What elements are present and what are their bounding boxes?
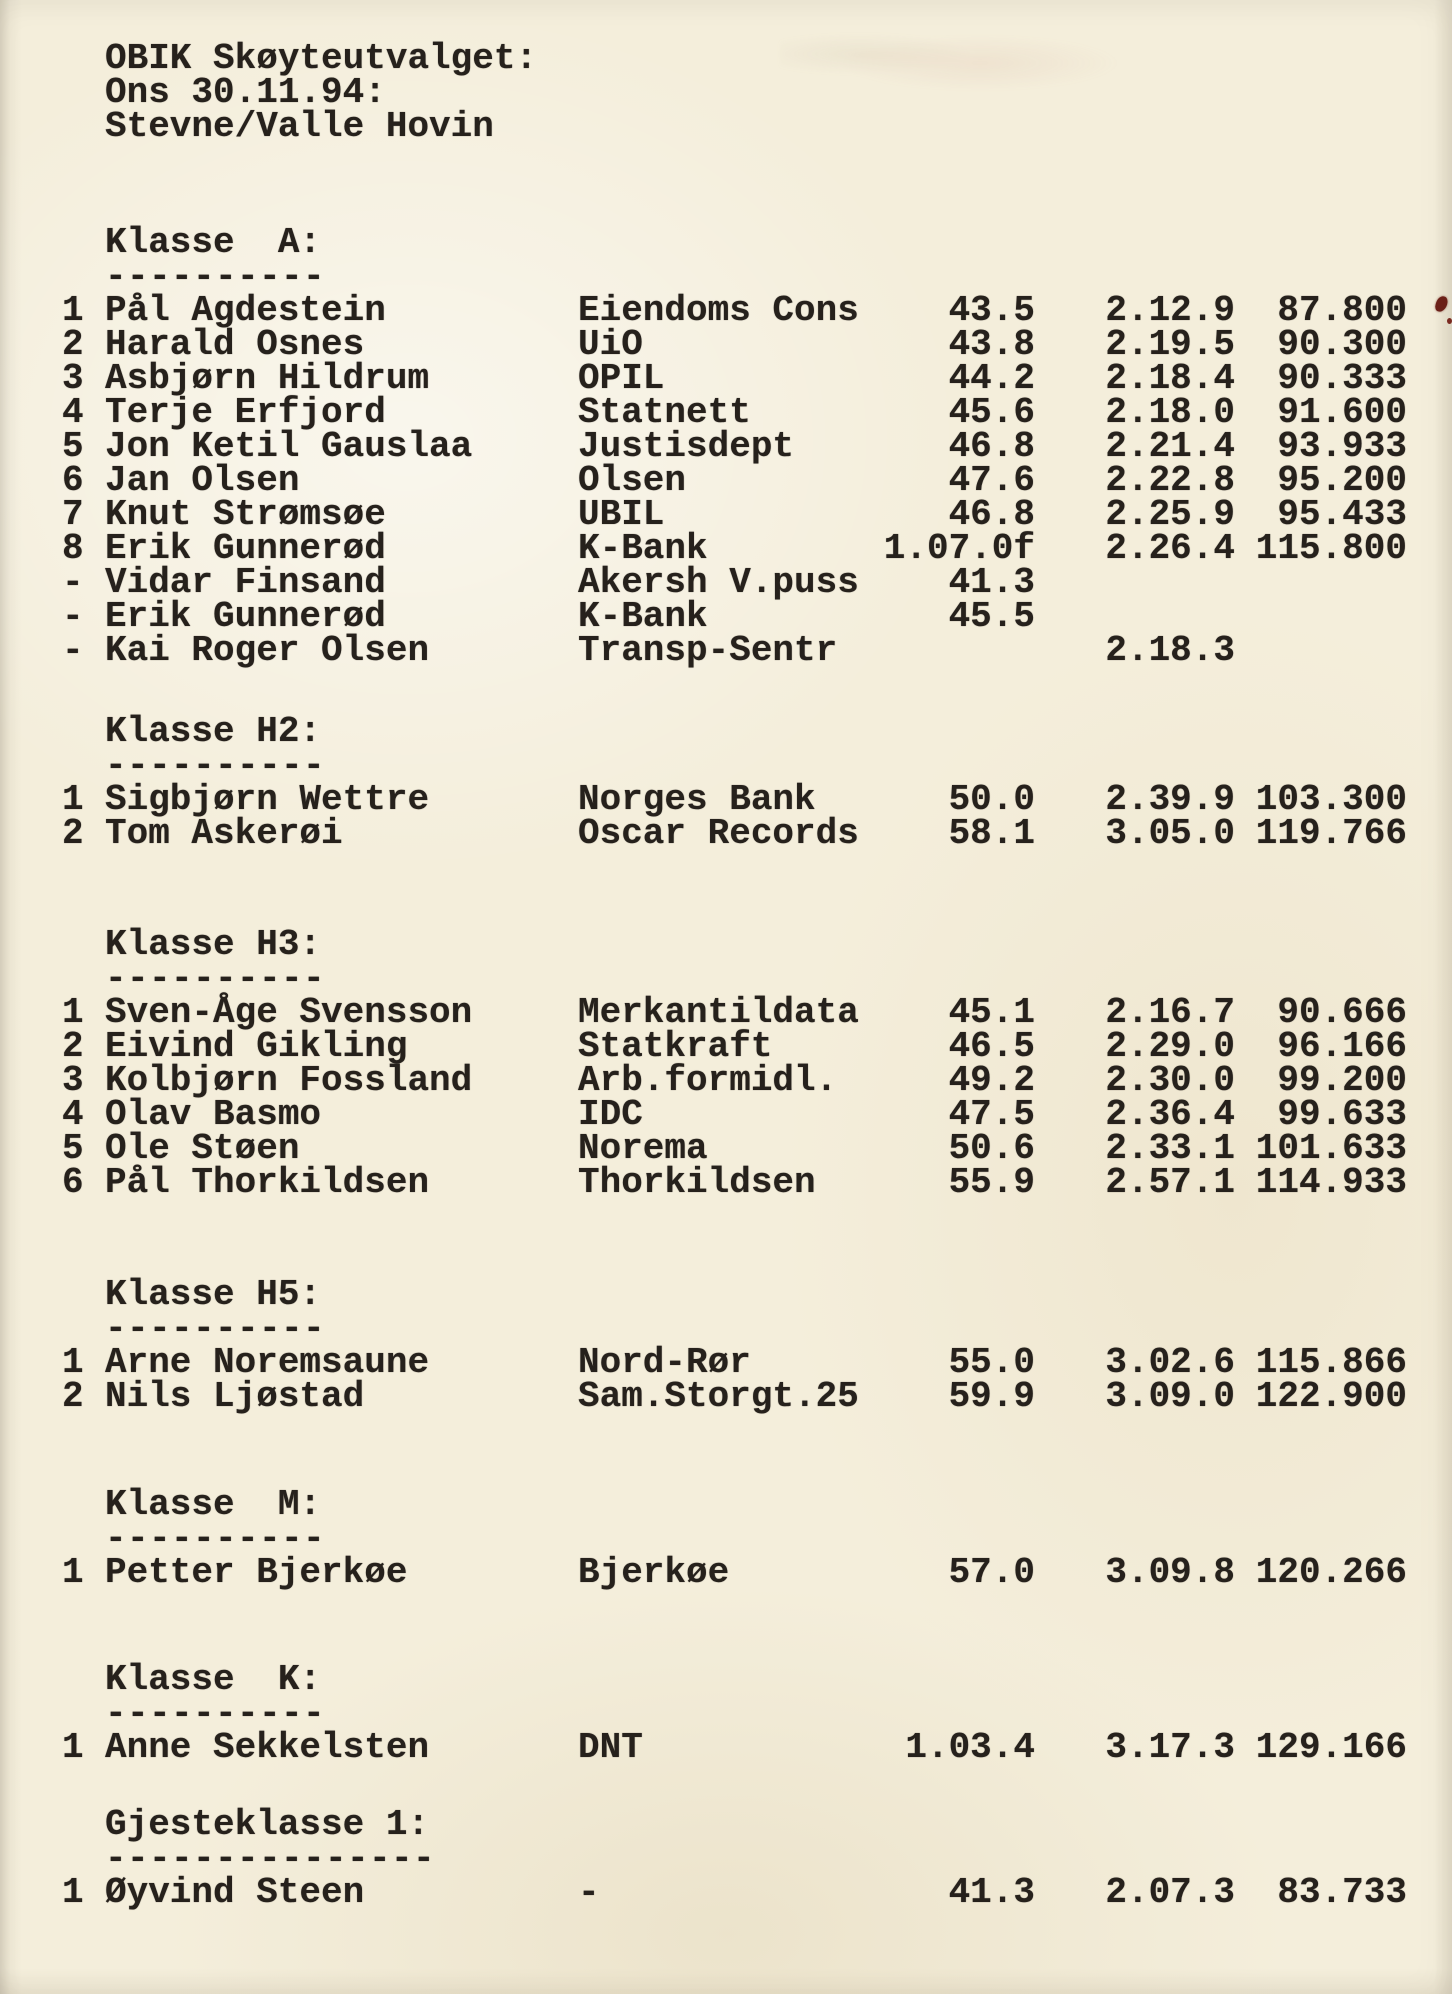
time-500m-cell: 46.8 [948, 494, 1035, 535]
rank-cell: - [62, 562, 84, 603]
rank-cell: - [62, 630, 84, 671]
section-title: Klasse H2: [105, 711, 322, 752]
time-500m-cell: 45.1 [948, 992, 1035, 1033]
header-date-line: Ons 30.11.94: [105, 72, 386, 113]
name-cell: Vidar Finsand [105, 562, 386, 603]
club-cell: Bjerkøe [578, 1552, 730, 1593]
name-cell: Harald Osnes [105, 324, 365, 365]
name-cell: Kai Roger Olsen [105, 630, 430, 671]
time-500m-cell: 44.2 [948, 358, 1035, 399]
section-rows [0, 992, 1452, 1203]
result-row [0, 813, 1452, 854]
club-cell: DNT [578, 1727, 643, 1768]
ink-bleed-smudge [780, 18, 1180, 108]
section-underline: ---------- [105, 1308, 326, 1349]
points-cell: 115.800 [1255, 528, 1407, 569]
club-cell: K-Bank [578, 596, 708, 637]
time-1500m-cell: 2.07.3 [1105, 1872, 1235, 1913]
time-1500m-cell: 3.17.3 [1105, 1727, 1235, 1768]
result-row [0, 1727, 1452, 1768]
points-cell: 119.766 [1255, 813, 1407, 854]
points-cell: 87.800 [1277, 290, 1407, 331]
rank-cell: 1 [62, 1727, 84, 1768]
time-500m-cell: 1.07.0f [883, 528, 1035, 569]
result-row [0, 528, 1452, 569]
time-1500m-cell: 2.33.1 [1105, 1128, 1235, 1169]
section-title: Klasse K: [105, 1659, 322, 1700]
points-cell: 90.666 [1277, 992, 1407, 1033]
time-1500m-cell: 2.26.4 [1105, 528, 1235, 569]
club-cell: UBIL [578, 494, 665, 535]
points-cell: 90.333 [1277, 358, 1407, 399]
name-cell: Erik Gunnerød [105, 528, 386, 569]
rank-cell: - [62, 596, 84, 637]
points-cell: 96.166 [1277, 1026, 1407, 1067]
rank-cell: 2 [62, 813, 84, 854]
name-cell: Knut Strømsøe [105, 494, 386, 535]
name-cell: Anne Sekkelsten [105, 1727, 430, 1768]
result-row [0, 426, 1452, 467]
rank-cell: 5 [62, 426, 84, 467]
time-1500m-cell: 2.18.3 [1105, 630, 1235, 671]
name-cell: Olav Basmo [105, 1094, 322, 1135]
section-underline: ---------- [105, 745, 326, 786]
rank-cell: 4 [62, 1094, 84, 1135]
time-1500m-cell: 3.09.8 [1105, 1552, 1235, 1593]
club-cell: Thorkildsen [578, 1162, 816, 1203]
time-500m-cell: 41.3 [948, 1872, 1035, 1913]
points-cell: 122.900 [1255, 1376, 1407, 1417]
result-row [0, 1162, 1452, 1203]
points-cell: 90.300 [1277, 324, 1407, 365]
time-500m-cell: 46.8 [948, 426, 1035, 467]
rank-cell: 1 [62, 992, 84, 1033]
points-cell: 99.200 [1277, 1060, 1407, 1101]
result-row [0, 779, 1452, 820]
result-row [0, 992, 1452, 1033]
club-cell: K-Bank [578, 528, 708, 569]
rank-cell: 2 [62, 1026, 84, 1067]
time-1500m-cell: 2.18.4 [1105, 358, 1235, 399]
points-cell: 99.633 [1277, 1094, 1407, 1135]
section-rows [0, 1872, 1452, 1913]
rank-cell: 6 [62, 1162, 84, 1203]
time-500m-cell: 43.8 [948, 324, 1035, 365]
result-row [0, 630, 1452, 671]
time-500m-cell: 59.9 [948, 1376, 1035, 1417]
points-cell: 91.600 [1277, 392, 1407, 433]
club-cell: Nord-Rør [578, 1342, 751, 1383]
rank-cell: 3 [62, 358, 84, 399]
section-title: Gjesteklasse 1: [105, 1804, 430, 1845]
name-cell: Erik Gunnerød [105, 596, 386, 637]
section-underline: ---------- [105, 958, 326, 999]
result-row [0, 1094, 1452, 1135]
result-row [0, 1552, 1452, 1593]
rank-cell: 3 [62, 1060, 84, 1101]
name-cell: Terje Erfjord [105, 392, 386, 433]
club-cell: Olsen [578, 460, 687, 501]
rank-cell: 1 [62, 779, 84, 820]
result-row [0, 562, 1452, 603]
time-1500m-cell: 3.09.0 [1105, 1376, 1235, 1417]
points-cell: 101.633 [1255, 1128, 1407, 1169]
points-cell: 95.433 [1277, 494, 1407, 535]
club-cell: Akersh V.puss [578, 562, 859, 603]
time-1500m-cell: 2.29.0 [1105, 1026, 1235, 1067]
document-header [105, 38, 538, 147]
result-row [0, 1376, 1452, 1417]
time-1500m-cell: 3.05.0 [1105, 813, 1235, 854]
section-underline: ---------- [105, 1693, 326, 1734]
time-1500m-cell: 2.18.0 [1105, 392, 1235, 433]
club-cell: Sam.Storgt.25 [578, 1376, 859, 1417]
rank-cell: 7 [62, 494, 84, 535]
club-cell: IDC [578, 1094, 643, 1135]
time-500m-cell: 50.0 [948, 779, 1035, 820]
name-cell: Tom Askerøi [105, 813, 343, 854]
name-cell: Ole Støen [105, 1128, 300, 1169]
time-500m-cell: 50.6 [948, 1128, 1035, 1169]
club-cell: UiO [578, 324, 643, 365]
time-500m-cell: 43.5 [948, 290, 1035, 331]
result-row [0, 290, 1452, 331]
name-cell: Sigbjørn Wettre [105, 779, 430, 820]
time-1500m-cell: 2.36.4 [1105, 1094, 1235, 1135]
result-row [0, 494, 1452, 535]
club-cell: Statkraft [578, 1026, 773, 1067]
rank-cell: 1 [62, 1342, 84, 1383]
time-1500m-cell: 2.57.1 [1105, 1162, 1235, 1203]
club-cell: Merkantildata [578, 992, 859, 1033]
rank-cell: 5 [62, 1128, 84, 1169]
name-cell: Nils Ljøstad [105, 1376, 365, 1417]
section-title: Klasse H5: [105, 1274, 322, 1315]
name-cell: Arne Noremsaune [105, 1342, 430, 1383]
result-row [0, 1872, 1452, 1913]
section-rows [0, 1552, 1452, 1593]
result-row [0, 1128, 1452, 1169]
time-1500m-cell: 2.25.9 [1105, 494, 1235, 535]
section-rows [0, 1342, 1452, 1417]
time-500m-cell: 1.03.4 [905, 1727, 1035, 1768]
section-title: Klasse H3: [105, 924, 322, 965]
club-cell: Eiendoms Cons [578, 290, 859, 331]
result-row [0, 596, 1452, 637]
section-underline: --------------- [105, 1838, 436, 1879]
rank-cell: 6 [62, 460, 84, 501]
points-cell: 115.866 [1255, 1342, 1407, 1383]
section-rows [0, 779, 1452, 854]
header-org-line: OBIK Skøyteutvalget: [105, 38, 538, 79]
time-1500m-cell: 3.02.6 [1105, 1342, 1235, 1383]
result-row [0, 1060, 1452, 1101]
time-500m-cell: 55.0 [948, 1342, 1035, 1383]
club-cell: Arb.formidl. [578, 1060, 838, 1101]
points-cell: 114.933 [1255, 1162, 1407, 1203]
rank-cell: 1 [62, 1872, 84, 1913]
name-cell: Øyvind Steen [105, 1872, 365, 1913]
time-500m-cell: 58.1 [948, 813, 1035, 854]
time-500m-cell: 45.6 [948, 392, 1035, 433]
time-500m-cell: 57.0 [948, 1552, 1035, 1593]
name-cell: Pål Thorkildsen [105, 1162, 430, 1203]
club-cell: Oscar Records [578, 813, 859, 854]
rank-cell: 2 [62, 1376, 84, 1417]
club-cell: Norema [578, 1128, 708, 1169]
section-underline: ---------- [105, 256, 326, 297]
header-venue-line: Stevne/Valle Hovin [105, 106, 494, 147]
points-cell: 95.200 [1277, 460, 1407, 501]
time-500m-cell: 41.3 [948, 562, 1035, 603]
points-cell: 103.300 [1255, 779, 1407, 820]
name-cell: Petter Bjerkøe [105, 1552, 408, 1593]
rank-cell: 1 [62, 1552, 84, 1593]
points-cell: 120.266 [1255, 1552, 1407, 1593]
result-row [0, 358, 1452, 399]
club-cell: - [578, 1872, 600, 1913]
time-500m-cell: 55.9 [948, 1162, 1035, 1203]
time-500m-cell: 47.5 [948, 1094, 1035, 1135]
name-cell: Jon Ketil Gauslaa [105, 426, 473, 467]
section-rows [0, 290, 1452, 671]
time-500m-cell: 45.5 [948, 596, 1035, 637]
points-cell: 93.933 [1277, 426, 1407, 467]
name-cell: Eivind Gikling [105, 1026, 408, 1067]
rank-cell: 1 [62, 290, 84, 331]
name-cell: Asbjørn Hildrum [105, 358, 430, 399]
time-1500m-cell: 2.19.5 [1105, 324, 1235, 365]
section-title: Klasse A: [105, 222, 322, 263]
time-500m-cell: 47.6 [948, 460, 1035, 501]
time-1500m-cell: 2.16.7 [1105, 992, 1235, 1033]
section-title: Klasse M: [105, 1484, 322, 1525]
time-500m-cell: 46.5 [948, 1026, 1035, 1067]
time-500m-cell: 49.2 [948, 1060, 1035, 1101]
section-rows [0, 1727, 1452, 1768]
club-cell: Statnett [578, 392, 751, 433]
result-row [0, 324, 1452, 365]
club-cell: Norges Bank [578, 779, 816, 820]
name-cell: Jan Olsen [105, 460, 300, 501]
rank-cell: 8 [62, 528, 84, 569]
result-row [0, 392, 1452, 433]
name-cell: Pål Agdestein [105, 290, 386, 331]
time-1500m-cell: 2.12.9 [1105, 290, 1235, 331]
club-cell: Transp-Sentr [578, 630, 838, 671]
time-1500m-cell: 2.30.0 [1105, 1060, 1235, 1101]
name-cell: Sven-Åge Svensson [105, 992, 473, 1033]
result-row [0, 460, 1452, 501]
points-cell: 129.166 [1255, 1727, 1407, 1768]
club-cell: OPIL [578, 358, 665, 399]
club-cell: Justisdept [578, 426, 795, 467]
time-1500m-cell: 2.22.8 [1105, 460, 1235, 501]
rank-cell: 4 [62, 392, 84, 433]
name-cell: Kolbjørn Fossland [105, 1060, 473, 1101]
result-row [0, 1342, 1452, 1383]
time-1500m-cell: 2.39.9 [1105, 779, 1235, 820]
points-cell: 83.733 [1277, 1872, 1407, 1913]
section-underline: ---------- [105, 1518, 326, 1559]
time-1500m-cell: 2.21.4 [1105, 426, 1235, 467]
result-row [0, 1026, 1452, 1067]
rank-cell: 2 [62, 324, 84, 365]
